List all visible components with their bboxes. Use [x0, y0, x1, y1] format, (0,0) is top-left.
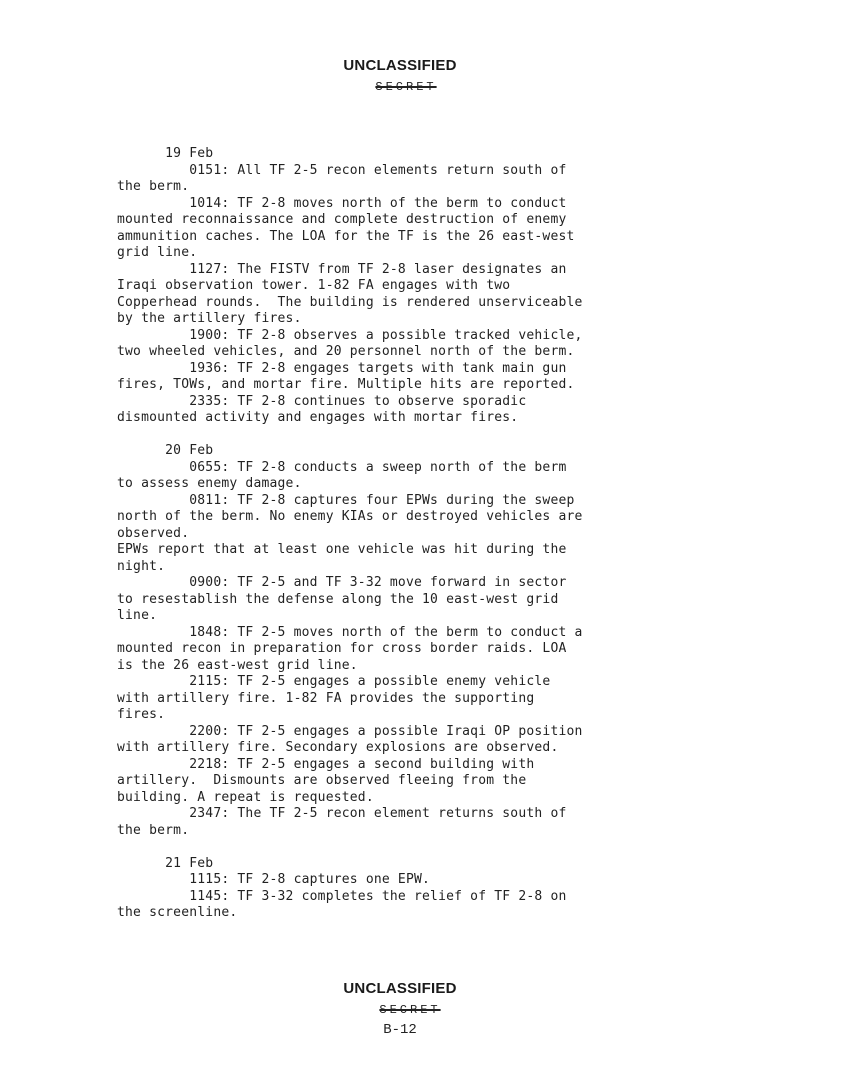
text-line: is the 26 east-west grid line.: [117, 657, 358, 673]
text-line: 0900: TF 2-5 and TF 3-32 move forward in sector: [117, 575, 567, 590]
text-line: mounted recon in preparation for cross border raids. LOA: [117, 641, 567, 656]
text-line: 1900: TF 2-8 observes a possible tracked vehicle,: [117, 327, 583, 343]
text-line: building. A repeat is requested.: [117, 789, 374, 805]
text-line: Iraqi observation tower. 1-82 FA engages with two: [117, 278, 511, 293]
document-body: [117, 146, 717, 922]
text-line: dismounted activity and engages with mortar fires.: [117, 410, 519, 425]
text-line: 19 Feb: [117, 146, 214, 161]
text-line: two wheeled vehicles, and 20 personnel north of the berm.: [117, 344, 575, 359]
text-line: 1145: TF 3-32 completes the relief of TF 2-8 on: [117, 888, 567, 904]
text-line: EPWs report that at least one vehicle was hit during the: [117, 542, 567, 557]
text-line: 1014: TF 2-8 moves north of the berm to conduct: [117, 195, 567, 211]
text-line: by the artillery fires.: [117, 311, 302, 326]
text-line: observed.: [117, 525, 190, 541]
text-line: grid line.: [117, 245, 198, 260]
text-line: 2115: TF 2-5 engages a possible enemy vehicle: [117, 674, 551, 689]
text-line: the berm.: [117, 822, 190, 838]
text-line: north of the berm. No enemy KIAs or destroyed vehicles are: [117, 509, 583, 524]
text-line: 1127: The FISTV from TF 2-8 laser designates an: [117, 261, 567, 277]
text-line: ammunition caches. The LOA for the TF is the 26 east-west: [117, 228, 575, 244]
classification-header: UNCLASSIFIED: [343, 57, 457, 74]
text-line: 1936: TF 2-8 engages targets with tank main gun: [117, 360, 567, 376]
text-line: with artillery fire. Secondary explosions are observed.: [117, 740, 559, 755]
text-line: to resestablish the defense along the 10 east-west grid: [117, 591, 559, 607]
text-line: Copperhead rounds. The building is rendered unserviceable: [117, 294, 583, 310]
text-line: fires, TOWs, and mortar fire. Multiple hits are reported.: [117, 377, 575, 392]
text-line: to assess enemy damage.: [117, 476, 302, 491]
text-line: 0811: TF 2-8 captures four EPWs during the sweep: [117, 492, 575, 508]
text-line: 2200: TF 2-5 engages a possible Iraqi OP position: [117, 723, 583, 739]
text-line: 1848: TF 2-5 moves north of the berm to conduct a: [117, 624, 583, 640]
struck-secret-marking-bottom: SECRET: [379, 1003, 441, 1017]
text-line: 20 Feb: [117, 443, 214, 458]
text-line: mounted reconnaissance and complete destruction of enemy: [117, 212, 567, 227]
text-line: 2335: TF 2-8 continues to observe sporadic: [117, 393, 527, 409]
text-line: 1115: TF 2-8 captures one EPW.: [117, 872, 431, 887]
text-line: 21 Feb: [117, 855, 214, 871]
text-line: artillery. Dismounts are observed fleeing from the: [117, 773, 527, 788]
text-line: 2218: TF 2-5 engages a second building with: [117, 756, 535, 772]
text-line: night.: [117, 558, 166, 574]
text-line: line.: [117, 608, 158, 623]
text-line: the berm.: [117, 179, 190, 194]
text-line: fires.: [117, 707, 166, 722]
text-line: 2347: The TF 2-5 recon element returns south of: [117, 806, 567, 821]
blank-line: [117, 427, 717, 444]
text-line: with artillery fire. 1-82 FA provides the supporting: [117, 690, 535, 706]
text-line: the screenline.: [117, 905, 238, 920]
page-number: B-12: [383, 1022, 417, 1038]
text-line: 0151: All TF 2-5 recon elements return south of: [117, 162, 567, 178]
classification-footer: UNCLASSIFIED: [343, 980, 457, 997]
text-line: 0655: TF 2-8 conducts a sweep north of the berm: [117, 459, 567, 475]
struck-secret-marking-top: SECRET: [375, 80, 437, 94]
blank-line: [117, 839, 717, 856]
